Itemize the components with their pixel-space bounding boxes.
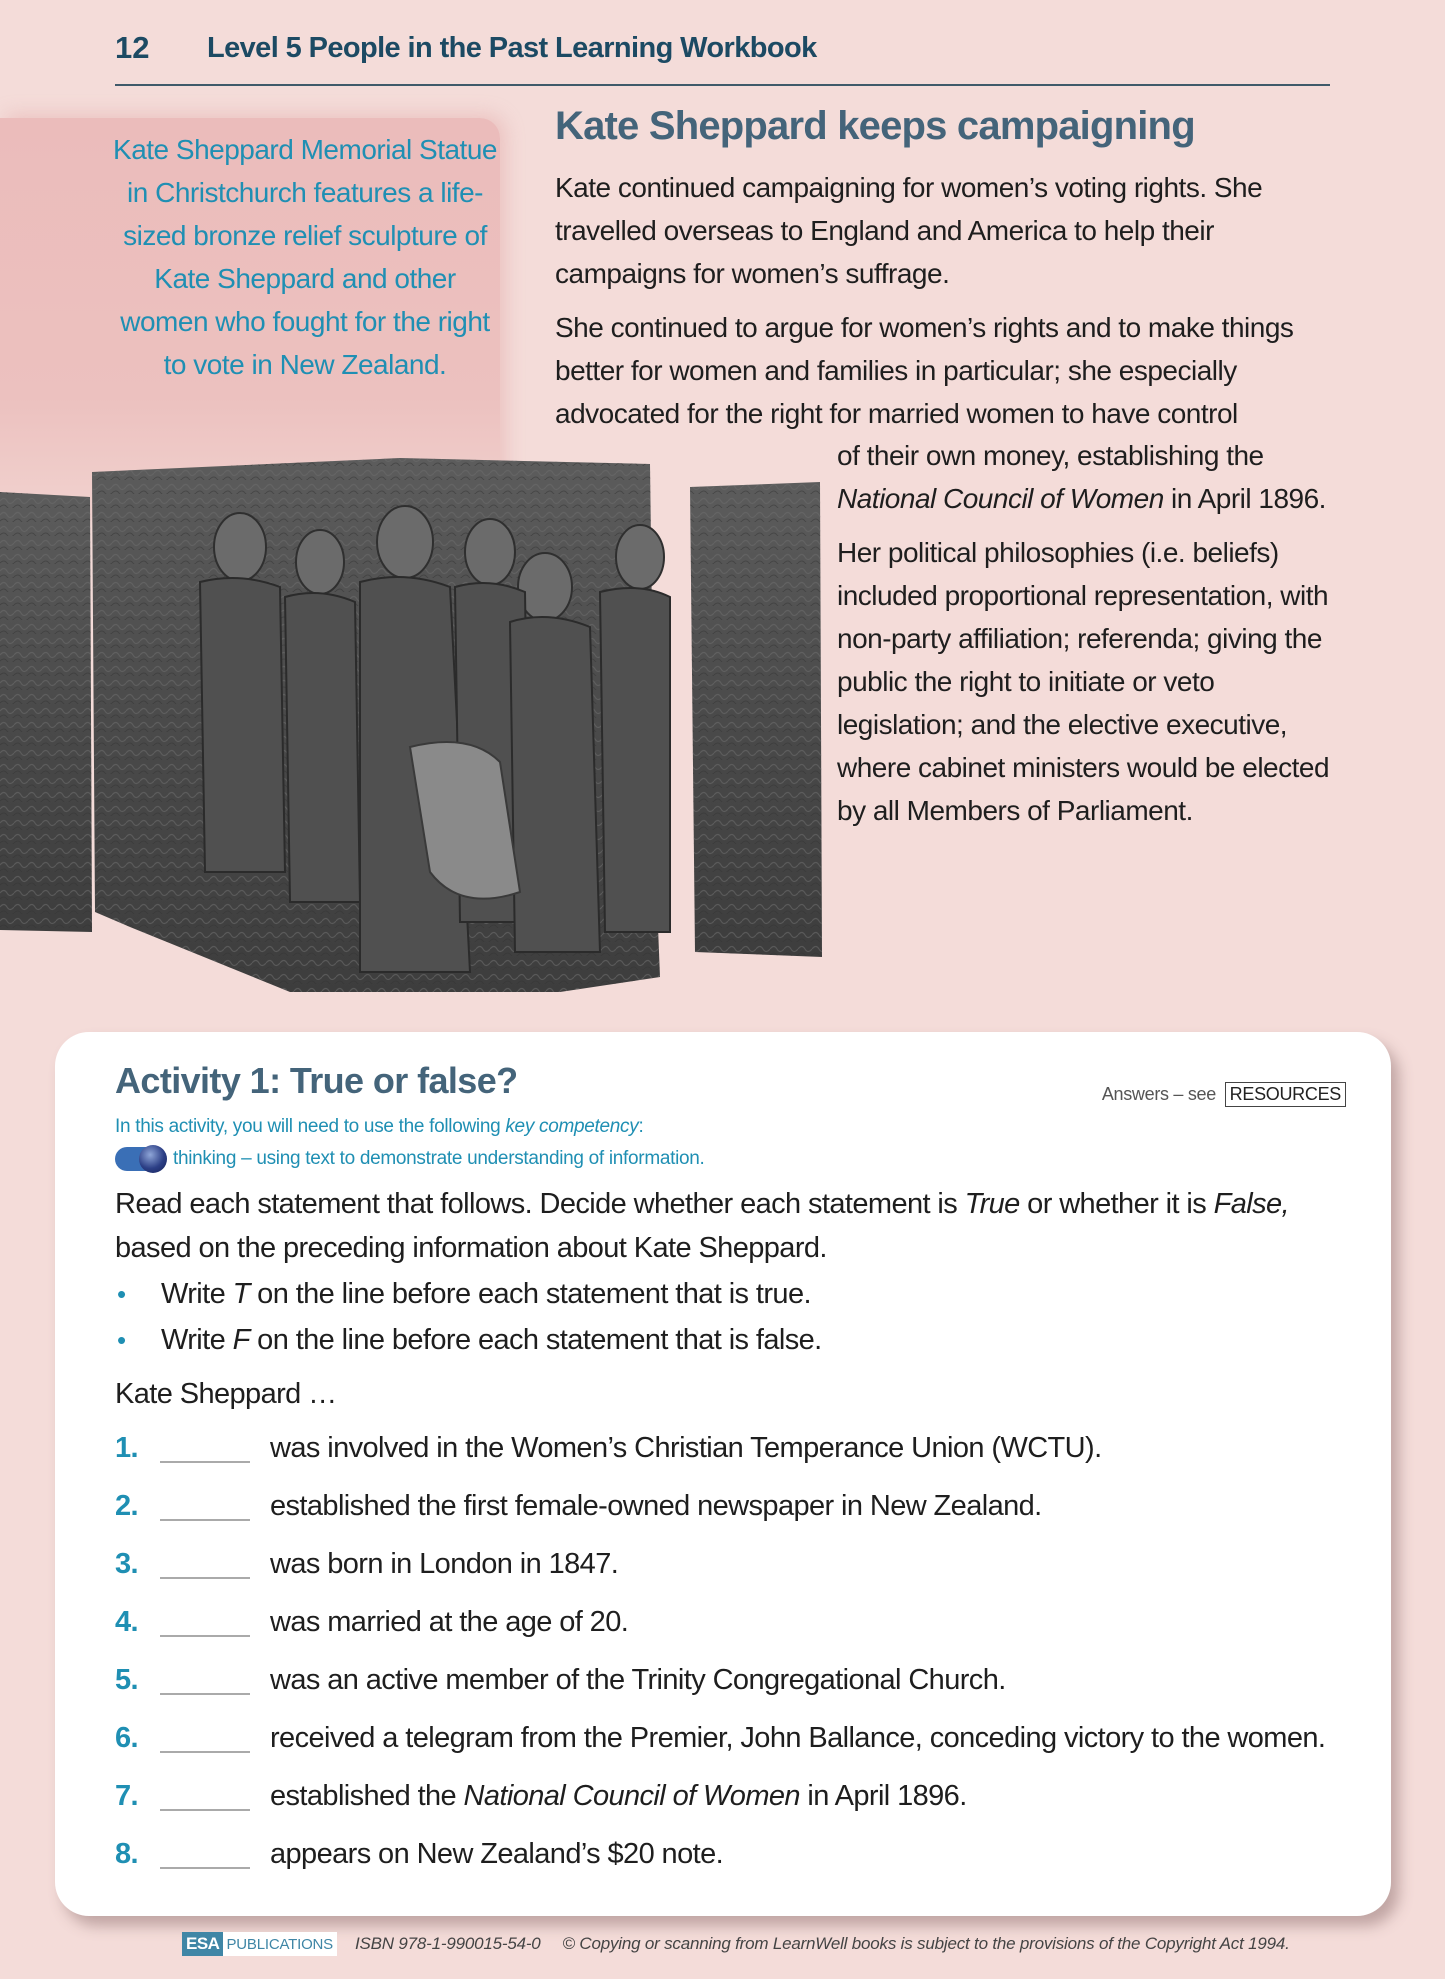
- question-statement: was involved in the Women’s Christian Temperance Union (WCTU).: [270, 1432, 1102, 1464]
- body-text-upper: [555, 166, 1335, 446]
- question-number: 6.: [115, 1722, 138, 1754]
- question-item: [115, 1838, 1375, 1896]
- question-statement: established the first female-owned newspaper in New Zealand.: [270, 1490, 1042, 1522]
- question-statement: appears on New Zealand’s $20 note.: [270, 1838, 724, 1870]
- page-number: 12: [115, 30, 150, 65]
- competency-intro: In this activity, you will need to use the following key competency:: [115, 1116, 644, 1137]
- paragraph: Her political philosophies (i.e. beliefs) included proportional representation, with non-party affiliation; referenda; giving the public the right to initiate or veto legislation; and the elective executive, where cabinet ministers would be elected by all Members of Parliament.: [837, 537, 1330, 826]
- answer-line[interactable]: [160, 1635, 250, 1637]
- answers-reference: Answers – see RESOURCES: [1102, 1082, 1346, 1107]
- question-number: 3.: [115, 1548, 138, 1580]
- answer-line[interactable]: [160, 1461, 250, 1463]
- answer-line[interactable]: [160, 1867, 250, 1869]
- paragraph: Kate continued campaigning for women’s voting rights. She travelled overseas to England and America to help their campaigns for women’s suffrage.: [555, 172, 1263, 289]
- question-statement: established the National Council of Women in April 1896.: [270, 1780, 967, 1812]
- instruction-text: Read each statement that follows. Decide whether each statement is True or whether it is False, based on the preceding information about Kate Sheppard.: [115, 1188, 1289, 1264]
- book-title: Level 5 People in the Past Learning Workbook: [207, 32, 817, 64]
- bullet-icon: •: [117, 1279, 126, 1309]
- question-statement: was born in London in 1847.: [270, 1548, 619, 1580]
- question-statement: was married at the age of 20.: [270, 1606, 629, 1638]
- competency-row: [115, 1144, 705, 1174]
- question-item: [115, 1780, 1375, 1838]
- answer-line[interactable]: [160, 1577, 250, 1579]
- sculpture-center-panel: [92, 458, 670, 992]
- publisher-logo: [182, 1932, 337, 1956]
- section-title: Kate Sheppard keeps campaigning: [555, 104, 1195, 148]
- italic-term: National Council of Women: [837, 483, 1164, 514]
- question-item: [115, 1490, 1375, 1548]
- answer-line[interactable]: [160, 1693, 250, 1695]
- paragraph: She continued to argue for women’s rights and to make things better for women and families in particular; she especially advocated for the right for married women to have control: [555, 312, 1294, 429]
- resources-link[interactable]: RESOURCES: [1225, 1082, 1346, 1107]
- question-number: 1.: [115, 1432, 138, 1464]
- copyright-notice: © Copying or scanning from LearnWell books is subject to the provisions of the Copyright Act 1994.: [562, 1934, 1290, 1953]
- question-item: [115, 1664, 1375, 1722]
- logo-mark: ESA: [182, 1932, 223, 1956]
- sculpture-image: [0, 452, 828, 996]
- bullet-item: • Write F on the line before each statement that is false.: [115, 1318, 1365, 1362]
- question-number: 4.: [115, 1606, 138, 1638]
- sculpture-left-panel: [0, 492, 92, 932]
- question-item: [115, 1432, 1375, 1490]
- answer-line[interactable]: [160, 1751, 250, 1753]
- instructions: [115, 1182, 1365, 1416]
- logo-text: PUBLICATIONS: [226, 1935, 333, 1953]
- image-caption: Kate Sheppard Memorial Statue in Christchurch features a life-sized bronze relief sculpture of Kate Sheppard and other women who fought for the right to vote in New Zealand.: [113, 134, 497, 380]
- paragraph: of their own money, establishing the National Council of Women in April 1896.: [837, 440, 1326, 514]
- answer-line[interactable]: [160, 1809, 250, 1811]
- answer-line[interactable]: [160, 1519, 250, 1521]
- lead-in: Kate Sheppard …: [115, 1378, 337, 1410]
- question-statement: was an active member of the Trinity Congregational Church.: [270, 1664, 1006, 1696]
- bullet-icon: •: [117, 1325, 126, 1355]
- page-footer: [182, 1930, 1290, 1958]
- question-list: [115, 1432, 1375, 1896]
- competency-text: thinking – using text to demonstrate understanding of information.: [173, 1148, 705, 1169]
- question-item: [115, 1548, 1375, 1606]
- sculpture-right-panel: [690, 482, 822, 957]
- bullet-item: • Write T on the line before each statement that is true.: [115, 1272, 1365, 1316]
- activity-title: Activity 1: True or false?: [115, 1060, 518, 1101]
- question-number: 7.: [115, 1780, 138, 1812]
- question-statement: received a telegram from the Premier, John Ballance, conceding victory to the women.: [270, 1722, 1326, 1754]
- body-text-lower: [837, 434, 1337, 843]
- question-number: 8.: [115, 1838, 138, 1870]
- question-item: [115, 1722, 1375, 1780]
- question-number: 5.: [115, 1664, 138, 1696]
- question-number: 2.: [115, 1490, 138, 1522]
- running-header: [115, 30, 1330, 86]
- question-item: [115, 1606, 1375, 1664]
- activity-panel: [55, 1032, 1391, 1916]
- toggle-switch-icon: [115, 1145, 167, 1173]
- isbn: ISBN 978-1-990015-54-0: [354, 1934, 541, 1953]
